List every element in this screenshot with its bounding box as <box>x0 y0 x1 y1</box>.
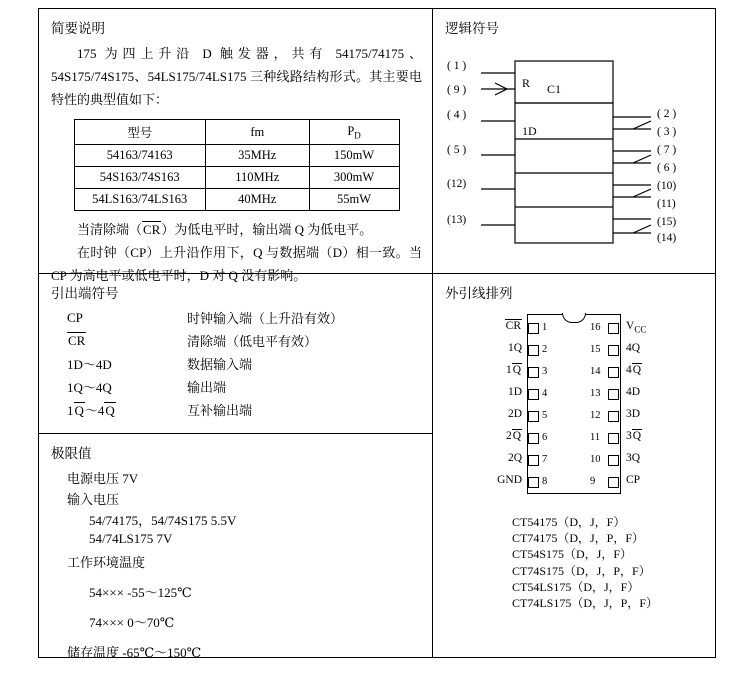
cell-pd: 55mW <box>309 189 399 211</box>
limit-label: 储存温度 <box>67 645 120 660</box>
limits-title: 极限值 <box>51 446 92 461</box>
pin-box-10 <box>608 455 619 466</box>
logic-title: 逻辑符号 <box>445 21 499 36</box>
pin-desc-qbar: 互补输出端 <box>187 403 253 418</box>
limit-row <box>49 468 424 489</box>
pin-row-q <box>49 377 424 396</box>
q-overline-1: Q <box>74 403 84 418</box>
brief-title: 简要说明 <box>51 21 105 36</box>
datasheet-page <box>38 8 716 658</box>
limit-label: 54/74175，54/74S175 <box>89 513 208 528</box>
pin-number-5: 5 <box>542 410 548 421</box>
cr-overline-3: CR <box>505 320 521 332</box>
dip-package-diagram <box>480 314 670 610</box>
pin-box-8 <box>528 477 539 488</box>
pin-box-2 <box>528 345 539 356</box>
pin-box-14 <box>608 367 619 378</box>
logic-pin-right-1: ( 2 ) <box>657 108 677 120</box>
pin-box-16 <box>608 323 619 334</box>
limit-value: 7V <box>156 531 173 546</box>
pin-number-3: 3 <box>542 366 548 377</box>
limit-row <box>49 489 424 510</box>
pin-label-3d: 3D <box>626 408 641 420</box>
pin-number-7: 7 <box>542 454 548 465</box>
pin-box-13 <box>608 389 619 400</box>
brief-paragraph-3: 在时钟（CP）上升沿作用下，Q 与数据端（D）相一致。当 CP 为高电平或低电平时，D 对 Q 没有影响。 <box>51 245 422 283</box>
brief-paragraph-1: 175 为四上升沿 D 触发器，共有 54175/74175、54S175/74S175、54LS175/74LS175 三种线路结构形式。其主要电特性的典型值如下： <box>51 46 422 107</box>
logic-pin-right-8: (14) <box>657 232 677 244</box>
limit-row <box>49 552 424 582</box>
spec-table <box>74 119 400 211</box>
logic-pin-left-6: (13) <box>447 214 467 226</box>
pin-number-10: 10 <box>590 454 601 465</box>
limit-label: 54××× <box>89 585 124 600</box>
limit-label: 54/74LS175 <box>89 531 154 546</box>
cell-model: 54163/74163 <box>74 145 205 167</box>
section-limits <box>39 434 432 678</box>
dip-body <box>527 314 621 494</box>
pin-number-14: 14 <box>590 366 601 377</box>
pin-name-cr <box>49 333 187 349</box>
logic-pin-right-5: (10) <box>657 180 677 192</box>
pin-desc-cr: 清除端（低电平有效） <box>187 334 318 349</box>
pin-label-2qbar: 2Q <box>505 430 521 442</box>
logic-label-r: R <box>522 76 531 90</box>
cr-overline-2: CR <box>68 332 86 348</box>
logic-diagram <box>443 43 707 261</box>
limit-label: 输入电压 <box>67 492 120 507</box>
logic-pin-left-5: (12) <box>447 178 467 190</box>
type-item: CT74LS175（D，J，P，F） <box>512 595 659 610</box>
cell-pd: 150mW <box>309 145 399 167</box>
pin-label-2q: 2Q <box>507 452 522 464</box>
cell-model: 54S163/74S163 <box>74 167 205 189</box>
pin-label-1qbar: 1Q <box>505 364 521 376</box>
logic-pin-left-1: ( 1 ) <box>447 60 467 72</box>
limit-value: 7V <box>122 471 139 486</box>
pin-box-9 <box>608 477 619 488</box>
cell-fm: 40MHz <box>205 189 309 211</box>
pin-label-vcc: $V_{CC}$ <box>626 320 647 335</box>
q-overline-5: Q <box>632 364 642 376</box>
type-list <box>512 514 658 611</box>
limit-row <box>49 531 424 552</box>
pin-box-3 <box>528 367 539 378</box>
pin-label-cr <box>478 320 522 332</box>
type-item: CT74S175（D，J，P，F） <box>512 563 651 578</box>
pin-label-3qbar: 3Q <box>626 430 642 442</box>
cr-overline-1: CR <box>143 222 161 238</box>
limit-value: 5.5V <box>210 513 237 528</box>
pin-desc-d: 数据输入端 <box>187 357 253 372</box>
cell-pd: 300mW <box>309 167 399 189</box>
pin-desc-q: 输出端 <box>187 380 227 395</box>
pin-name-q: 1Q～4Q <box>67 380 112 395</box>
pin-name-cp: CP <box>67 309 83 325</box>
type-item: CT54S175（D，J，F） <box>512 547 633 562</box>
logic-pin-left-3: ( 4 ) <box>447 109 467 121</box>
cell-fm: 35MHz <box>205 145 309 167</box>
col-header-pd: $P_D$ <box>309 120 399 145</box>
left-column <box>39 9 433 660</box>
limit-label: 工作环境温度 <box>67 555 146 570</box>
pin-box-1 <box>528 323 539 334</box>
pin-box-4 <box>528 389 539 400</box>
pin-label-cp: CP <box>626 474 641 486</box>
q-overline-3: Q <box>512 364 521 376</box>
logic-label-1d: 1D <box>522 124 537 138</box>
section-pin-symbols <box>39 274 432 434</box>
type-item: CT74175（D，J，P，F） <box>512 531 645 546</box>
logic-label-c1: C1 <box>547 82 562 96</box>
limit-label: 电源电压 <box>67 471 120 486</box>
limit-row <box>49 582 424 612</box>
pin-name-qbar: 1Q～4Q <box>67 403 115 418</box>
logic-pin-left-2: ( 9 ) <box>447 84 467 96</box>
pin-number-15: 15 <box>590 344 601 355</box>
pin-number-6: 6 <box>542 432 548 443</box>
section-brief <box>39 9 432 283</box>
pin-box-11 <box>608 433 619 444</box>
limit-value: 0～70℃ <box>127 615 175 630</box>
pin-name-d: 1D～4D <box>67 357 112 372</box>
limit-value: -65℃～150℃ <box>122 645 202 660</box>
pin-number-16: 16 <box>590 322 601 333</box>
limit-row <box>49 510 424 531</box>
pin-label-4d: 4D <box>626 386 641 398</box>
pin-number-4: 4 <box>542 388 548 399</box>
pin-desc-cp: 时钟输入端（上升沿有效） <box>187 311 344 326</box>
logic-symbol-svg <box>443 43 711 261</box>
brief-paragraph-2: 当清除端（CR）为低电平时，输出端 Q 为低电平。 <box>77 222 373 238</box>
pin-label-4q: 4Q <box>626 342 641 354</box>
limit-value: -55～125℃ <box>127 585 192 600</box>
logic-pin-right-7: (15) <box>657 216 677 228</box>
pin-box-12 <box>608 411 619 422</box>
q-overline-6: Q <box>632 430 642 442</box>
pin-box-6 <box>528 433 539 444</box>
cell-model: 54LS163/74LS163 <box>74 189 205 211</box>
logic-pin-right-2: ( 3 ) <box>657 126 677 138</box>
pin-label-4qbar: 4Q <box>626 364 642 376</box>
pin-row-qbar <box>49 400 424 419</box>
table-row <box>74 167 399 189</box>
right-column <box>433 9 715 657</box>
pin-row-cr <box>49 331 424 350</box>
logic-pin-left-4: ( 5 ) <box>447 144 467 156</box>
table-row <box>74 189 399 211</box>
arrangement-title: 外引线排列 <box>445 286 513 301</box>
pin-number-1: 1 <box>542 322 548 333</box>
type-item: CT54175（D，J，F） <box>512 515 626 529</box>
section-logic-symbol <box>433 9 715 274</box>
pin-number-12: 12 <box>590 410 601 421</box>
limit-row <box>49 612 424 642</box>
pin-number-13: 13 <box>590 388 601 399</box>
limit-label: 74××× <box>89 615 124 630</box>
logic-pin-right-6: (11) <box>657 198 676 210</box>
pin-number-2: 2 <box>542 344 548 355</box>
pin-label-2d: 2D <box>507 408 522 420</box>
pin-label-gnd: GND <box>497 474 522 486</box>
pin-number-11: 11 <box>590 432 601 443</box>
pin-row-d <box>49 354 424 373</box>
pin-number-8: 8 <box>542 476 548 487</box>
pin-label-3q: 3Q <box>626 452 641 464</box>
pin-box-7 <box>528 455 539 466</box>
table-header-row <box>74 120 399 145</box>
type-item: CT54LS175（D，J，F） <box>512 579 640 594</box>
logic-pin-right-3: ( 7 ) <box>657 144 677 156</box>
q-overline-2: Q <box>105 403 115 418</box>
pin-row-cp <box>49 308 424 327</box>
col-header-model: 型号 <box>74 120 205 145</box>
logic-pin-right-4: ( 6 ) <box>657 162 677 174</box>
section-pin-arrangement <box>433 274 715 657</box>
pins-title: 引出端符号 <box>51 286 119 301</box>
table-row <box>74 145 399 167</box>
limit-row <box>49 642 424 672</box>
pin-number-9: 9 <box>590 476 596 487</box>
pin-box-5 <box>528 411 539 422</box>
pin-box-15 <box>608 345 619 356</box>
cell-fm: 110MHz <box>205 167 309 189</box>
pin-label-1d: 1D <box>507 386 522 398</box>
pin-label-1q: 1Q <box>507 342 522 354</box>
col-header-fm: fm <box>205 120 309 145</box>
q-overline-4: Q <box>512 430 521 442</box>
